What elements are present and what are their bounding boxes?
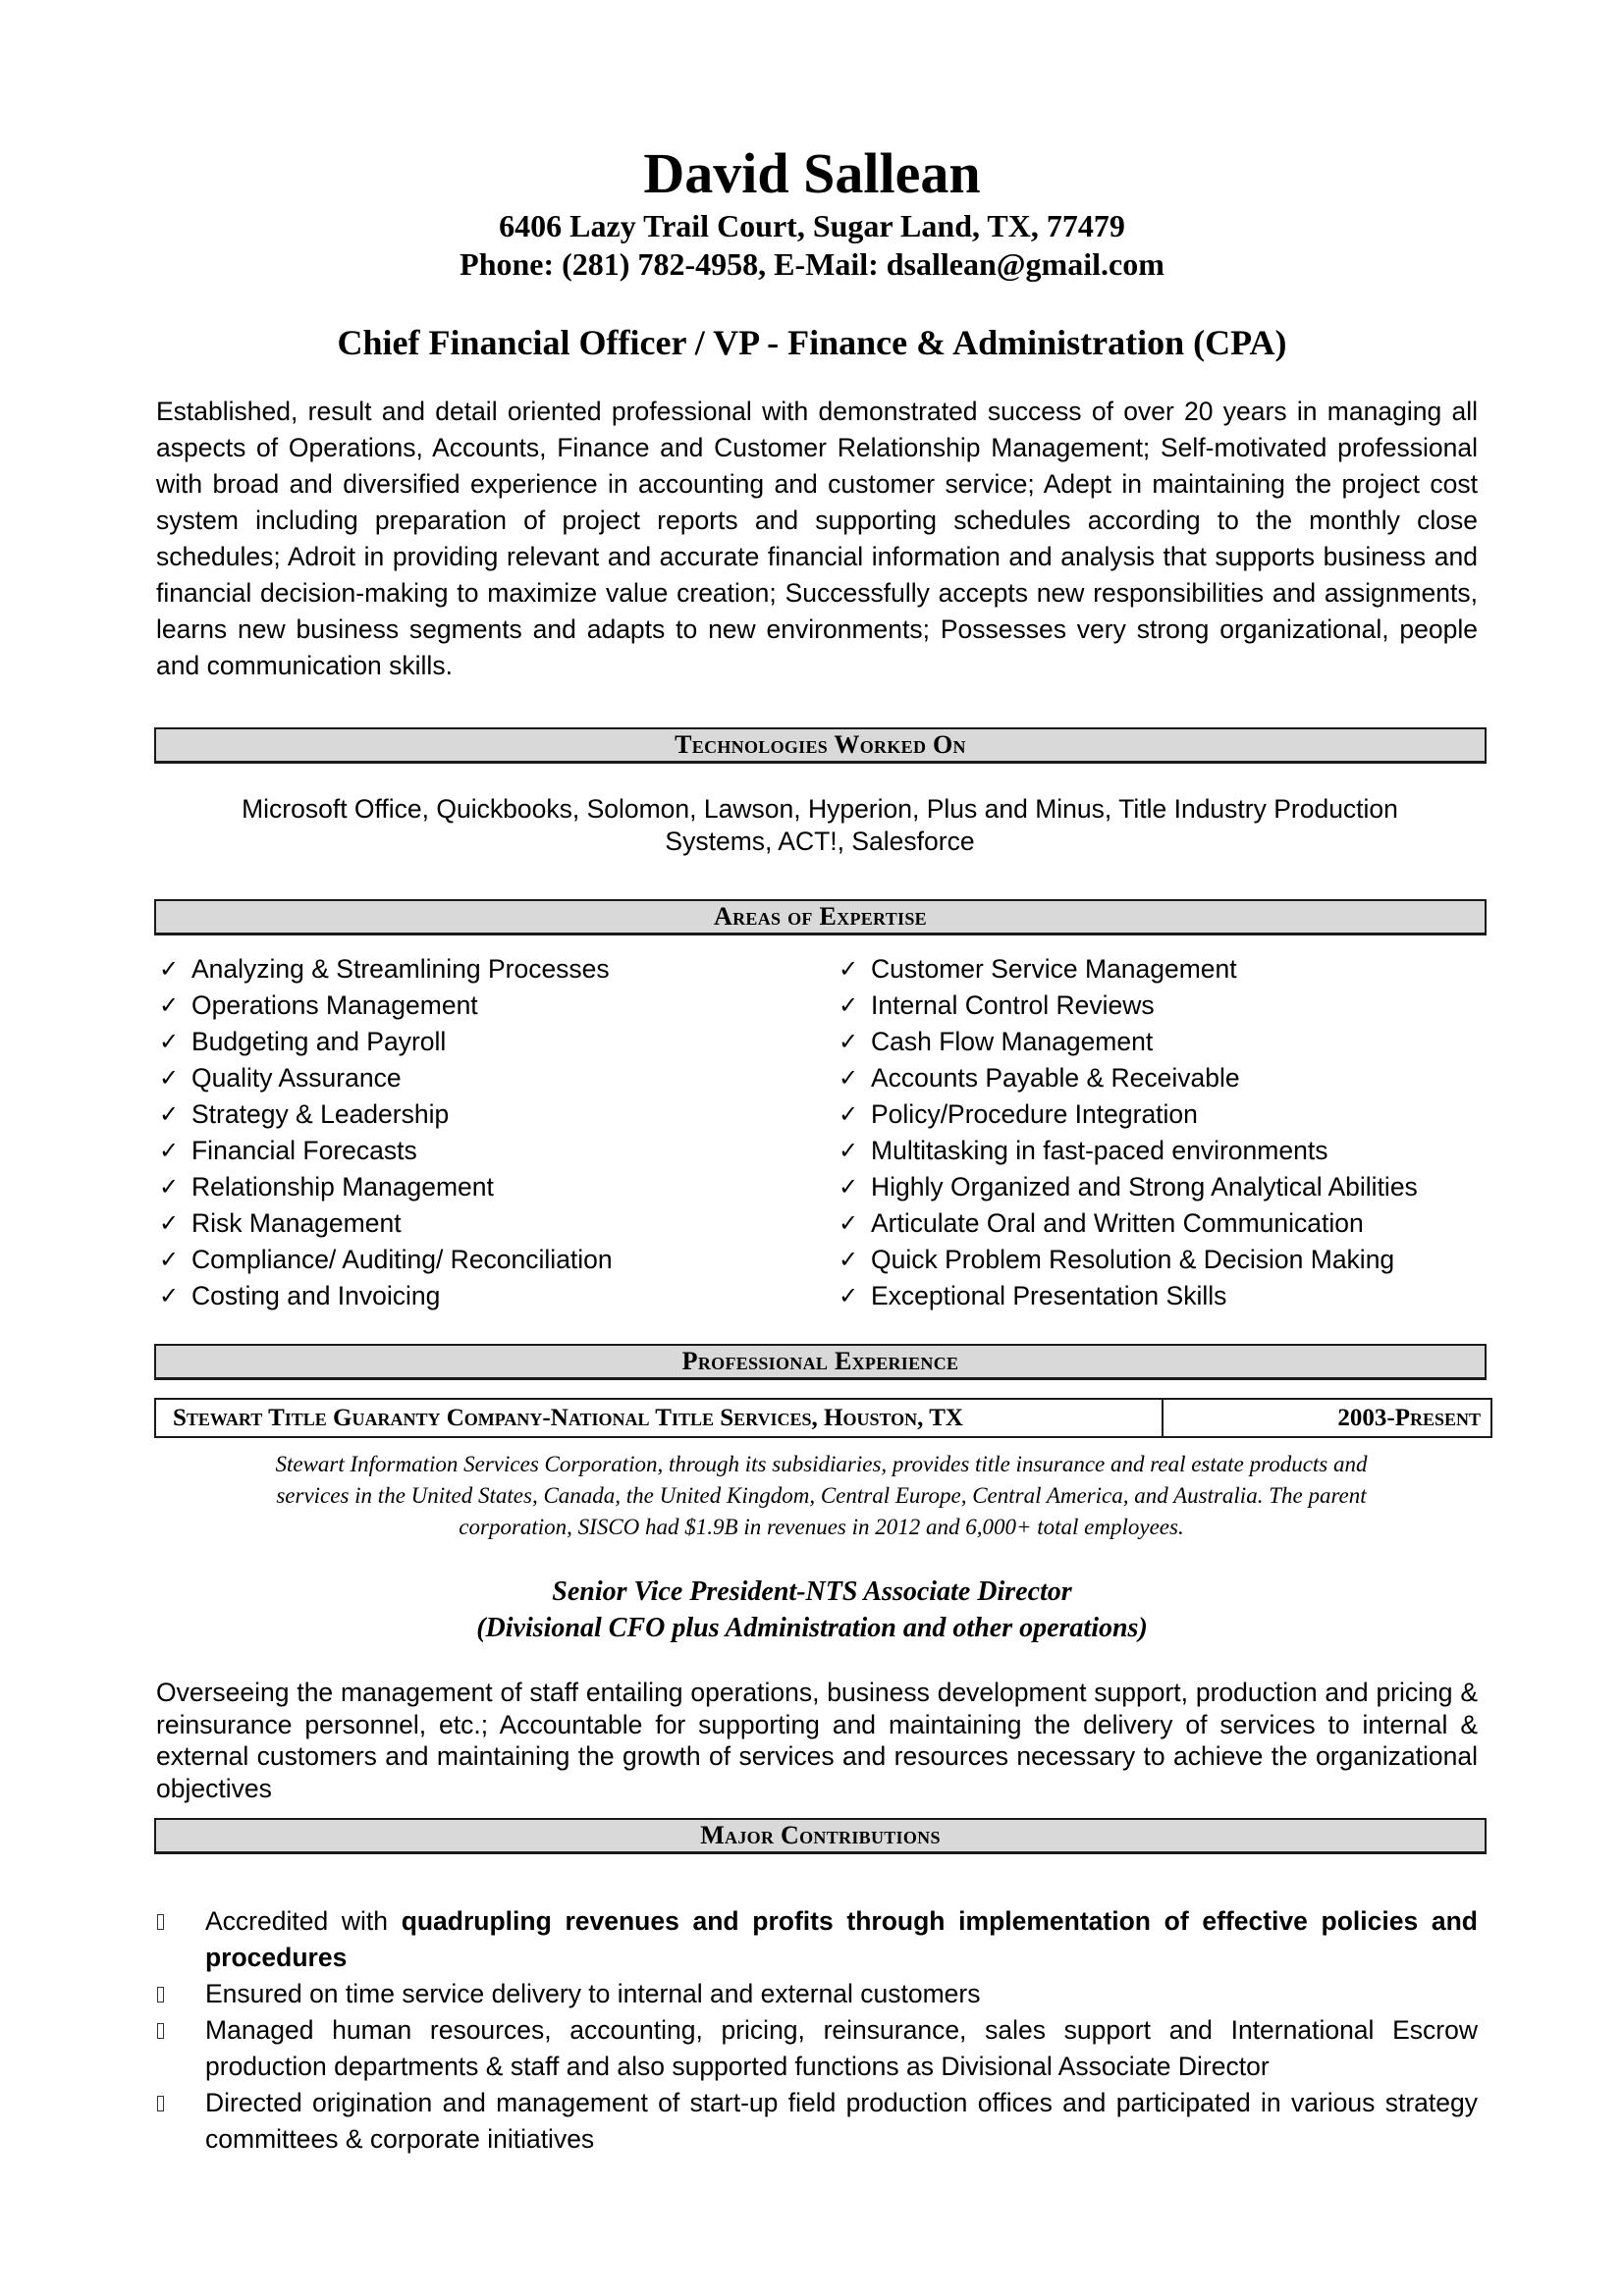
list-item: ✓ Risk Management	[159, 1205, 797, 1242]
checkmark-icon: ✓	[159, 1065, 180, 1092]
checkmark-icon: ✓	[159, 1283, 180, 1309]
checkmark-icon: ✓	[839, 1174, 859, 1201]
list-item: ✓ Internal Control Reviews	[839, 988, 1487, 1024]
contact-line: Phone: (281) 782-4958, E-Mail: dsallean@gmail.com	[460, 246, 1164, 282]
bullet-icon	[157, 1914, 164, 1930]
list-item: ✓ Accounts Payable & Receivable	[839, 1060, 1487, 1096]
checkmark-icon: ✓	[159, 992, 180, 1019]
checkmark-icon: ✓	[839, 1101, 859, 1128]
checkmark-icon: ✓	[159, 1029, 180, 1055]
professional-summary: Established, result and detail oriented professional with demonstrated success of over 20 years in managing all aspects of Operations, Accounts, Finance and Customer Relationship Management; Self-motivated professional with broad and diversified experience in accounting and customer service; Adept in maintaining the project cost system including preparation of project reports and supporting schedules according to the monthly close schedules; Adroit in providing relevant and accurate financial information and analysis that supports business and financial decision-making to maximize value creation; Successfully accepts new responsibilities and assignments, learns new business segments and adapts to new environments; Possesses very strong organizational, people and communication skills.	[156, 397, 1478, 680]
employer-row	[154, 1398, 1492, 1438]
role-title: Senior Vice President-NTS Associate Director	[552, 1576, 1072, 1607]
list-item: Directed origination and management of start-up field production offices and participated in various strategy committees & corporate initiatives	[156, 2085, 1478, 2158]
professional-headline: Chief Financial Officer / VP - Finance & Administration (CPA)	[337, 323, 1287, 362]
list-item: Accredited with quadrupling revenues and profits through implementation of effective policies and procedures	[156, 1903, 1478, 1976]
employment-dates: 2003-Present	[1337, 1405, 1481, 1431]
technologies-line-1: Microsoft Office, Quickbooks, Solomon, Lawson, Hyperion, Plus and Minus, Title Industry Production	[242, 794, 1398, 824]
list-item: ✓ Quick Problem Resolution & Decision Making	[839, 1242, 1487, 1278]
bullet-icon	[157, 1987, 164, 2002]
section-header-expertise	[154, 899, 1487, 935]
address: 6406 Lazy Trail Court, Sugar Land, TX, 77479	[499, 208, 1125, 243]
section-title: Areas of Expertise	[714, 902, 927, 931]
checkmark-icon: ✓	[159, 1174, 180, 1201]
candidate-name: David Sallean	[643, 141, 981, 205]
section-title: Technologies Worked On	[675, 730, 966, 759]
employer-name: Stewart Title Guaranty Company-National Title Services, Houston, TX	[156, 1400, 1164, 1436]
section-header-contributions	[154, 1818, 1487, 1854]
list-item: ✓ Financial Forecasts	[159, 1133, 797, 1169]
list-item: ✓ Customer Service Management	[839, 951, 1487, 988]
list-item: ✓ Operations Management	[159, 988, 797, 1024]
checkmark-icon: ✓	[159, 1138, 180, 1164]
checkmark-icon: ✓	[839, 1210, 859, 1237]
bullet-icon	[157, 2096, 164, 2111]
list-item: ✓ Exceptional Presentation Skills	[839, 1278, 1487, 1314]
employer-description: Stewart Information Services Corporation, through its subsidiaries, provides title insurance and real estate products and services in the United States, Canada, the United Kingdom, Central Europe, Central America, and Australia. The parent corporation, SISCO had $1.9B in revenues in 2012 and 6,000+ total employees.	[275, 1452, 1368, 1539]
section-title: Professional Experience	[681, 1347, 959, 1375]
list-item: Managed human resources, accounting, pricing, reinsurance, sales support and International Escrow production departments & staff and also supported functions as Divisional Associate Director	[156, 2012, 1478, 2085]
list-item: ✓ Cash Flow Management	[839, 1024, 1487, 1060]
list-item: ✓ Multitasking in fast-paced environments	[839, 1133, 1487, 1169]
technologies-list	[154, 793, 1486, 858]
role-title-block	[0, 1574, 1624, 1646]
technologies-line-2: Systems, ACT!, Salesforce	[665, 827, 975, 856]
checkmark-icon: ✓	[839, 1138, 859, 1164]
expertise-list-left	[159, 951, 797, 1314]
role-subtitle: (Divisional CFO plus Administration and other operations)	[476, 1613, 1148, 1643]
checkmark-icon: ✓	[839, 1247, 859, 1273]
bullet-icon	[157, 2023, 164, 2039]
list-item: ✓ Highly Organized and Strong Analytical Abilities	[839, 1169, 1487, 1205]
role-overview: Overseeing the management of staff entailing operations, business development support, production and pricing & reinsurance personnel, etc.; Accountable for supporting and maintaining the delivery of services to internal & external customers and maintaining the growth of services and resources necessary to achieve the organizational objectives	[156, 1678, 1478, 1803]
contributions-list	[156, 1903, 1478, 2158]
checkmark-icon: ✓	[839, 1283, 859, 1309]
checkmark-icon: ✓	[839, 992, 859, 1019]
checkmark-icon: ✓	[159, 1247, 180, 1273]
list-item: ✓ Analyzing & Streamlining Processes	[159, 951, 797, 988]
checkmark-icon: ✓	[159, 956, 180, 983]
list-item: ✓ Articulate Oral and Written Communication	[839, 1205, 1487, 1242]
checkmark-icon: ✓	[839, 956, 859, 983]
list-item: ✓ Strategy & Leadership	[159, 1096, 797, 1133]
list-item: ✓ Budgeting and Payroll	[159, 1024, 797, 1060]
section-header-experience	[154, 1344, 1487, 1380]
checkmark-icon: ✓	[839, 1029, 859, 1055]
checkmark-icon: ✓	[159, 1101, 180, 1128]
checkmark-icon: ✓	[159, 1210, 180, 1237]
list-item: ✓ Relationship Management	[159, 1169, 797, 1205]
list-item: ✓ Compliance/ Auditing/ Reconciliation	[159, 1242, 797, 1278]
section-header-technologies	[154, 727, 1487, 764]
checkmark-icon: ✓	[839, 1065, 859, 1092]
list-item: ✓ Costing and Invoicing	[159, 1278, 797, 1314]
section-title: Major Contributions	[700, 1821, 941, 1849]
list-item: Ensured on time service delivery to internal and external customers	[156, 1976, 1478, 2012]
list-item: ✓ Quality Assurance	[159, 1060, 797, 1096]
expertise-list-right	[839, 951, 1487, 1314]
list-item: ✓ Policy/Procedure Integration	[839, 1096, 1487, 1133]
